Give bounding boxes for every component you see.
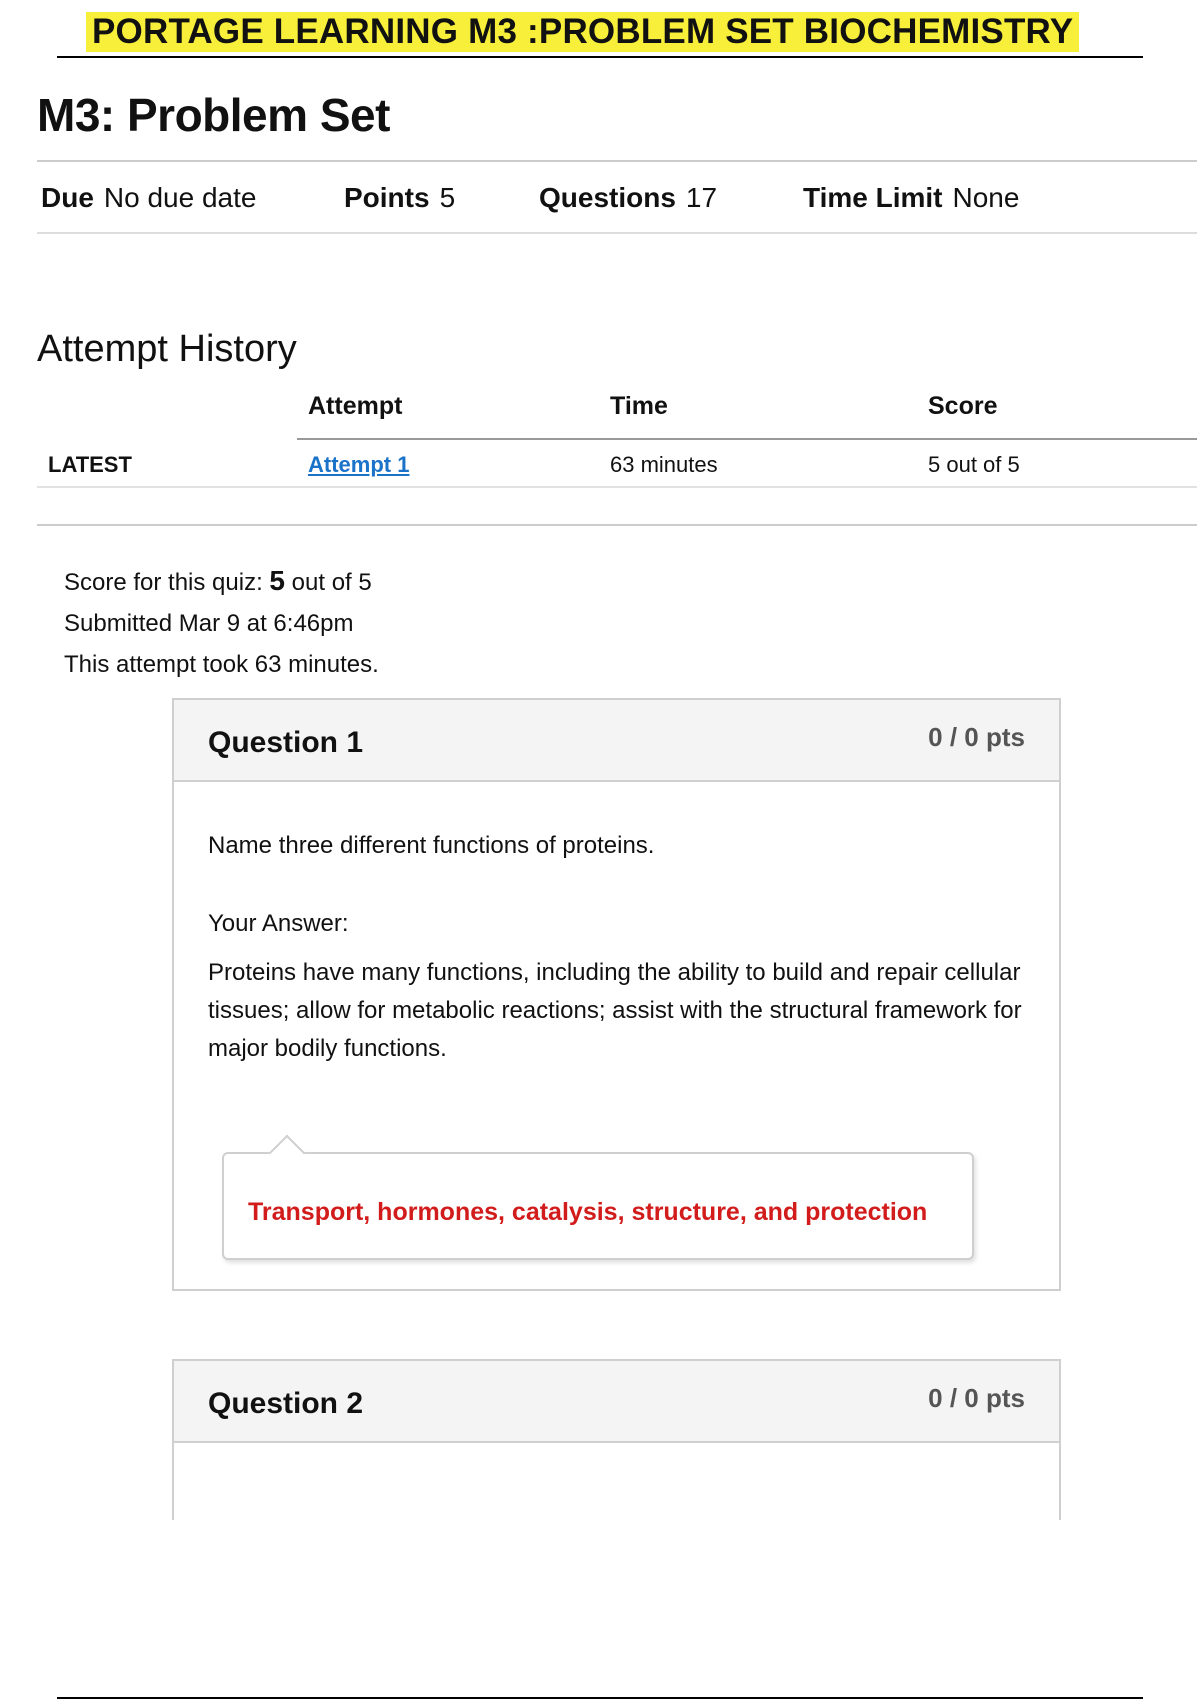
questions-value: 17 [685, 182, 718, 213]
question-title: Question 2 [208, 1387, 364, 1420]
duration-line: This attempt took 63 minutes. [64, 651, 379, 678]
points-info [344, 182, 455, 214]
time-limit-info [803, 182, 1019, 214]
answer-text: Proteins have many functions, including the ability to build and repair cellular tissues; allow for metabolic reactions; assist with the structural framework for major bodily functions. [208, 959, 1022, 1062]
attempt-time: 63 minutes [610, 452, 718, 477]
due-info [41, 182, 256, 214]
points-label: Points [344, 182, 430, 213]
question-points: 0 / 0 pts [928, 722, 1025, 752]
points-value: 5 [439, 182, 456, 213]
document-banner [57, 8, 1143, 58]
questions-info [539, 182, 717, 214]
latest-tag: LATEST [48, 452, 132, 477]
question-header [174, 700, 1059, 782]
header-score: Score [928, 392, 998, 420]
quiz-details-bar [37, 160, 1197, 234]
time-limit-value: None [952, 182, 1020, 213]
question-prompt: Name three different functions of proteins. [208, 832, 655, 859]
score-value: 5 [269, 565, 285, 596]
answer-label: Your Answer: [208, 910, 349, 937]
table-row [37, 440, 1197, 488]
section-divider [37, 524, 1197, 526]
header-attempt: Attempt [308, 392, 403, 420]
due-value: No due date [103, 182, 257, 213]
question-header [174, 1361, 1059, 1443]
quiz-score-line [64, 560, 379, 603]
due-label: Due [41, 182, 94, 213]
time-limit-label: Time Limit [803, 182, 943, 213]
question-title: Question 1 [208, 726, 364, 759]
question-card-2 [172, 1359, 1061, 1520]
quiz-summary [64, 560, 379, 685]
page-bottom-rule [57, 1697, 1143, 1699]
grader-comment-text: Transport, hormones, catalysis, structure, and protection [248, 1198, 928, 1226]
questions-label: Questions [539, 182, 676, 213]
attempt-score: 5 out of 5 [928, 452, 1020, 477]
grader-comment [222, 1152, 974, 1260]
attempt-1-link[interactable]: Attempt 1 [308, 452, 410, 477]
question-points: 0 / 0 pts [928, 1383, 1025, 1413]
score-prefix: Score for this quiz: [64, 569, 263, 596]
banner-title: PORTAGE LEARNING M3 :PROBLEM SET BIOCHEMISTRY [86, 12, 1079, 52]
submitted-line: Submitted Mar 9 at 6:46pm [64, 610, 354, 637]
score-suffix: out of 5 [291, 569, 372, 596]
page-title: M3: Problem Set [37, 89, 390, 141]
question-card-1 [172, 698, 1061, 1291]
header-time: Time [610, 392, 668, 420]
attempt-history-title: Attempt History [37, 328, 297, 370]
